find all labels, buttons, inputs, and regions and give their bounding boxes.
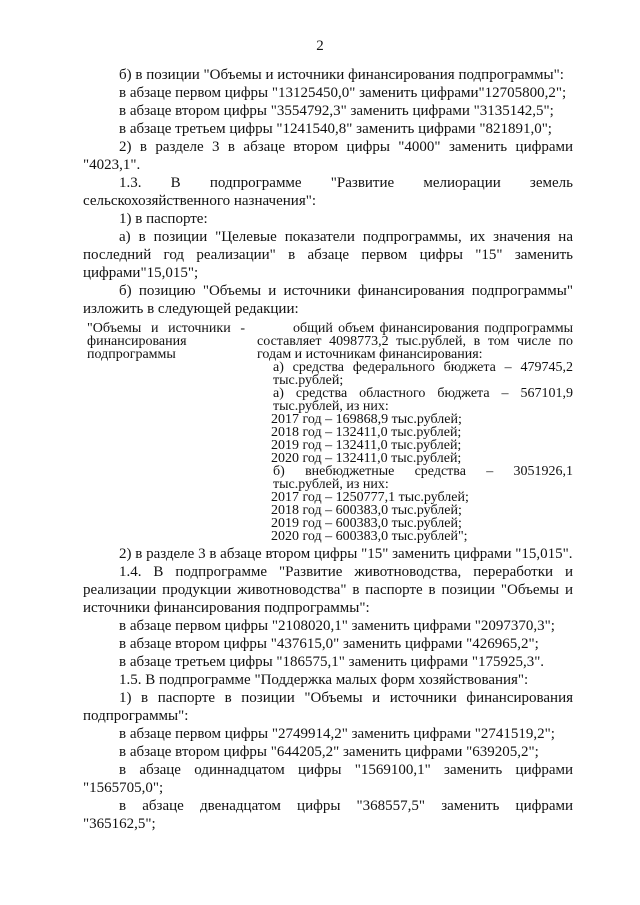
paragraph: б) в позиции "Объемы и источники финансирования подпрограммы": [119, 67, 564, 83]
table-line: 2020 год – 600383,0 тыс.рублей"; [271, 529, 468, 544]
paragraph: в абзаце первом цифры "2749914,2" заменить цифрами "2741519,2"; [119, 726, 555, 742]
paragraph: а) в позиции "Целевые показатели подпрограммы, их значения на последний год реализации" в абзаце первом цифры "15" заменить цифрами"15,015"; [83, 229, 573, 281]
paragraph: 1.4. В подпрограмме "Развитие животноводства, переработки и реализации продукции животноводства" в паспорте в позиции "Объемы и источники финансирования подпрограммы": [83, 564, 573, 616]
table-line: а) средства областного бюджета – 567101,9 тыс.рублей, из них: [273, 386, 573, 414]
paragraph: в абзаце двенадцатом цифры "368557,5" заменить цифрами "365162,5"; [83, 798, 573, 832]
table-line: б) внебюджетные средства – 3051926,1 тыс.рублей, из них: [273, 464, 573, 492]
table-line: 2018 год – 132411,0 тыс.рублей; [271, 425, 462, 440]
table-right-cell [257, 322, 573, 543]
paragraph: в абзаце третьем цифры "1241540,8" заменить цифрами "821891,0"; [119, 121, 552, 137]
paragraph: в абзаце одиннадцатом цифры "1569100,1" заменить цифрами "1565705,0"; [83, 762, 573, 796]
table-line: 2017 год – 1250777,1 тыс.рублей; [271, 490, 469, 505]
table-line: 2019 год – 132411,0 тыс.рублей; [271, 438, 462, 453]
paragraph: 1) в паспорте: [119, 211, 208, 227]
paragraph: 2) в разделе 3 в абзаце втором цифры "4000" заменить цифрами "4023,1". [83, 139, 573, 173]
table-line: 2020 год – 132411,0 тыс.рублей; [271, 451, 462, 466]
paragraph: 1) в паспорте в позиции "Объемы и источники финансирования подпрограммы": [83, 690, 573, 724]
paragraph: 1.3. В подпрограмме "Развитие мелиорации земель сельскохозяйственного назначения": [83, 175, 573, 209]
paragraph: в абзаце третьем цифры "186575,1" заменить цифрами "175925,3". [119, 654, 545, 670]
table-line: а) средства федерального бюджета – 479745,2 тыс.рублей; [273, 360, 573, 388]
paragraph: в абзаце первом цифры "13125450,0" заменить цифрами"12705800,2"; [119, 85, 567, 101]
table-line: 2019 год – 600383,0 тыс.рублей; [271, 516, 462, 531]
paragraph: б) позицию "Объемы и источники финансирования подпрограммы" изложить в следующей редакции: [83, 283, 573, 317]
page-number: 2 [316, 38, 324, 54]
table-line: общий объем финансирования подпрограммы составляет 4098773,2 тыс.рублей, в том числе по годам и источникам финансирования: [257, 321, 573, 362]
paragraph: в абзаце втором цифры "437615,0" заменить цифрами "426965,2"; [119, 636, 539, 652]
paragraph: в абзаце первом цифры "2108020,1" заменить цифрами "2097370,3"; [119, 618, 555, 634]
paragraph: 1.5. В подпрограмме "Поддержка малых форм хозяйствования": [119, 672, 529, 688]
financing-table [87, 322, 573, 543]
paragraph: в абзаце втором цифры "644205,2" заменить цифрами "639205,2"; [119, 744, 539, 760]
paragraph: 2) в разделе 3 в абзаце втором цифры "15" заменить цифрами "15,015". [119, 546, 573, 562]
paragraph: в абзаце втором цифры "3554792,3" заменить цифрами "3135142,5"; [119, 103, 554, 119]
table-line: 2018 год – 600383,0 тыс.рублей; [271, 503, 462, 518]
document-body [83, 66, 573, 833]
table-left-cell: "Объемы и источники - финансирования подпрограммы [87, 321, 245, 362]
table-line: 2017 год – 169868,9 тыс.рублей; [271, 412, 462, 427]
